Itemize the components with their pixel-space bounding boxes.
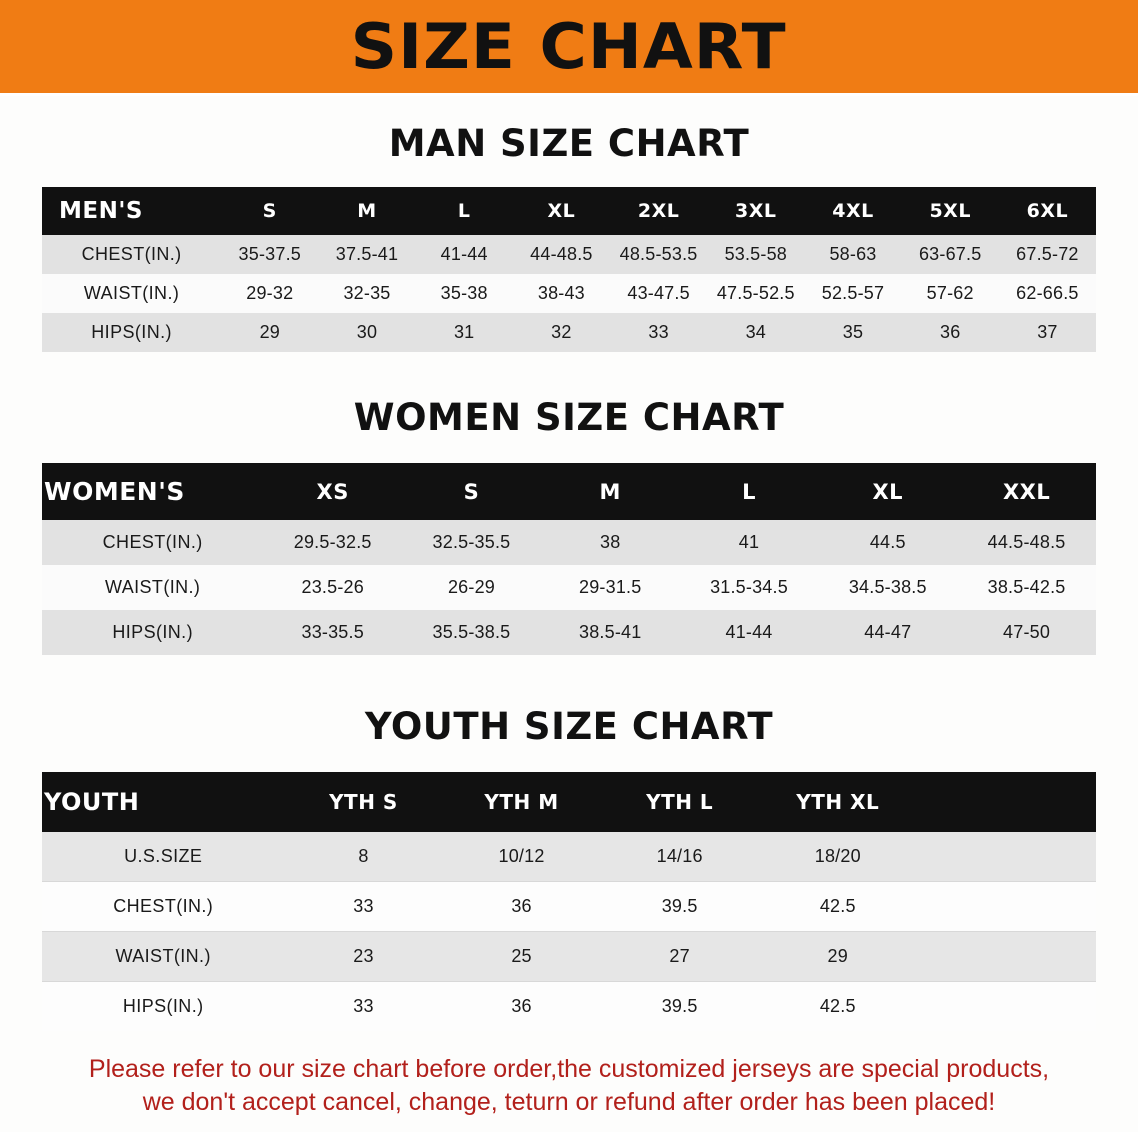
women-col-3: L <box>742 479 756 504</box>
man-cell-2-7: 36 <box>902 313 999 352</box>
man-col-3: XL <box>547 200 576 222</box>
man-cell-2-5: 34 <box>707 313 804 352</box>
youth-col-spacer <box>917 772 1096 832</box>
man-cell-1-3: 38-43 <box>513 274 610 313</box>
women-cell-1-5: 38.5-42.5 <box>957 565 1096 610</box>
man-cell-1-0: 29-32 <box>221 274 318 313</box>
man-col-8: 6XL <box>1026 200 1069 222</box>
table-row <box>42 274 1096 313</box>
youth-table-head <box>42 772 1096 832</box>
women-row-header-label: WOMEN'S <box>44 477 185 506</box>
women-cell-1-3: 31.5-34.5 <box>680 565 819 610</box>
disclaimer-line-1: Please refer to our size chart before order,the customized jerseys are special products, <box>88 1055 1050 1083</box>
youth-cell-1-1: 36 <box>443 882 601 932</box>
women-cell-0-2: 38 <box>541 520 680 565</box>
women-cell-0-3: 41 <box>680 520 819 565</box>
man-cell-2-1: 30 <box>318 313 415 352</box>
table-row <box>42 832 1096 882</box>
women-cell-2-0: 33-35.5 <box>263 610 402 655</box>
man-col-5: 3XL <box>735 200 777 222</box>
youth-cell-3-3: 42.5 <box>759 982 917 1032</box>
man-cell-2-0: 29 <box>221 313 318 352</box>
man-cell-2-8: 37 <box>999 313 1096 352</box>
page-banner <box>0 0 1138 96</box>
youth-row-header-label: YOUTH <box>44 788 140 816</box>
women-table-body <box>42 520 1096 655</box>
youth-cell-1-3: 42.5 <box>759 882 917 932</box>
table-row <box>42 882 1096 932</box>
man-cell-0-5: 53.5-58 <box>707 235 804 274</box>
man-cell-2-3: 32 <box>513 313 610 352</box>
table-row <box>42 565 1096 610</box>
man-cell-1-2: 35-38 <box>416 274 513 313</box>
youth-row-label-2: WAIST(IN.) <box>42 932 284 982</box>
man-cell-1-8: 62-66.5 <box>999 274 1096 313</box>
women-cell-1-4: 34.5-38.5 <box>818 565 957 610</box>
man-col-7: 5XL <box>929 200 971 222</box>
youth-cell-0-2: 14/16 <box>601 832 759 882</box>
youth-cell-1-spacer <box>917 882 1096 932</box>
youth-table-body <box>42 832 1096 1031</box>
youth-col-3: YTH XL <box>796 790 880 814</box>
women-row-label-2: HIPS(IN.) <box>42 610 263 655</box>
youth-cell-1-2: 39.5 <box>601 882 759 932</box>
table-row <box>42 610 1096 655</box>
women-cell-1-2: 29-31.5 <box>541 565 680 610</box>
table-header-row <box>42 772 1096 832</box>
youth-cell-3-2: 39.5 <box>601 982 759 1032</box>
women-row-label-1: WAIST(IN.) <box>42 565 263 610</box>
man-row-label-2: HIPS(IN.) <box>42 313 221 352</box>
women-size-table <box>42 463 1096 655</box>
youth-cell-0-spacer <box>917 832 1096 882</box>
disclaimer-line-2: we don't accept cancel, change, teturn or refund after order has been placed! <box>142 1088 996 1116</box>
man-row-header-label: MEN'S <box>59 198 143 224</box>
table-row <box>42 932 1096 982</box>
man-col-1: M <box>357 200 377 222</box>
women-cell-2-5: 47-50 <box>957 610 1096 655</box>
man-cell-0-3: 44-48.5 <box>513 235 610 274</box>
table-row <box>42 235 1096 274</box>
table-row <box>42 520 1096 565</box>
youth-cell-0-0: 8 <box>284 832 442 882</box>
man-section-title: MAN SIZE CHART <box>388 122 750 165</box>
man-table-head <box>42 187 1096 235</box>
man-cell-0-8: 67.5-72 <box>999 235 1096 274</box>
youth-cell-2-0: 23 <box>284 932 442 982</box>
youth-row-label-1: CHEST(IN.) <box>42 882 284 932</box>
women-col-1: S <box>463 479 480 504</box>
youth-cell-2-spacer <box>917 932 1096 982</box>
man-cell-2-6: 35 <box>804 313 901 352</box>
women-col-0: XS <box>316 479 349 504</box>
man-cell-1-4: 43-47.5 <box>610 274 707 313</box>
disclaimer-note <box>34 1053 1104 1119</box>
youth-cell-0-3: 18/20 <box>759 832 917 882</box>
table-row <box>42 313 1096 352</box>
women-col-5: XXL <box>1002 479 1051 504</box>
table-row <box>42 982 1096 1032</box>
youth-cell-2-1: 25 <box>443 932 601 982</box>
women-section-title: WOMEN SIZE CHART <box>353 396 785 439</box>
youth-table-wrap <box>42 772 1096 1031</box>
man-cell-0-7: 63-67.5 <box>902 235 999 274</box>
man-size-table <box>42 187 1096 352</box>
youth-row-label-3: HIPS(IN.) <box>42 982 284 1032</box>
youth-col-0: YTH S <box>329 790 398 814</box>
women-cell-0-1: 32.5-35.5 <box>402 520 541 565</box>
women-cell-2-4: 44-47 <box>818 610 957 655</box>
youth-row-label-0: U.S.SIZE <box>42 832 284 882</box>
man-cell-1-1: 32-35 <box>318 274 415 313</box>
women-row-label-0: CHEST(IN.) <box>42 520 263 565</box>
youth-col-1: YTH M <box>484 790 559 814</box>
women-cell-2-1: 35.5-38.5 <box>402 610 541 655</box>
man-cell-0-0: 35-37.5 <box>221 235 318 274</box>
man-cell-2-2: 31 <box>416 313 513 352</box>
man-cell-0-6: 58-63 <box>804 235 901 274</box>
table-header-row <box>42 187 1096 235</box>
women-col-4: XL <box>872 479 904 504</box>
man-row-label-1: WAIST(IN.) <box>42 274 221 313</box>
man-cell-1-5: 47.5-52.5 <box>707 274 804 313</box>
women-cell-2-2: 38.5-41 <box>541 610 680 655</box>
man-col-0: S <box>262 200 277 222</box>
women-cell-2-3: 41-44 <box>680 610 819 655</box>
youth-section-title: YOUTH SIZE CHART <box>364 705 774 748</box>
man-cell-1-7: 57-62 <box>902 274 999 313</box>
man-cell-0-2: 41-44 <box>416 235 513 274</box>
man-table-body <box>42 235 1096 352</box>
man-col-2: L <box>457 200 471 222</box>
man-cell-0-1: 37.5-41 <box>318 235 415 274</box>
man-col-6: 4XL <box>832 200 874 222</box>
youth-cell-3-spacer <box>917 982 1096 1032</box>
page-title: SIZE CHART <box>350 9 788 83</box>
youth-cell-3-1: 36 <box>443 982 601 1032</box>
youth-cell-1-0: 33 <box>284 882 442 932</box>
man-table-wrap <box>42 187 1096 352</box>
youth-cell-0-1: 10/12 <box>443 832 601 882</box>
youth-col-2: YTH L <box>646 790 714 814</box>
women-cell-1-0: 23.5-26 <box>263 565 402 610</box>
women-table-head <box>42 463 1096 520</box>
women-col-2: M <box>599 479 621 504</box>
man-cell-1-6: 52.5-57 <box>804 274 901 313</box>
women-table-wrap <box>42 463 1096 655</box>
man-col-4: 2XL <box>637 200 680 222</box>
table-header-row <box>42 463 1096 520</box>
women-cell-0-4: 44.5 <box>818 520 957 565</box>
man-cell-2-4: 33 <box>610 313 707 352</box>
women-cell-1-1: 26-29 <box>402 565 541 610</box>
youth-cell-2-2: 27 <box>601 932 759 982</box>
youth-cell-3-0: 33 <box>284 982 442 1032</box>
youth-cell-2-3: 29 <box>759 932 917 982</box>
man-cell-0-4: 48.5-53.5 <box>610 235 707 274</box>
women-cell-0-0: 29.5-32.5 <box>263 520 402 565</box>
youth-size-table <box>42 772 1096 1031</box>
man-row-label-0: CHEST(IN.) <box>42 235 221 274</box>
women-cell-0-5: 44.5-48.5 <box>957 520 1096 565</box>
